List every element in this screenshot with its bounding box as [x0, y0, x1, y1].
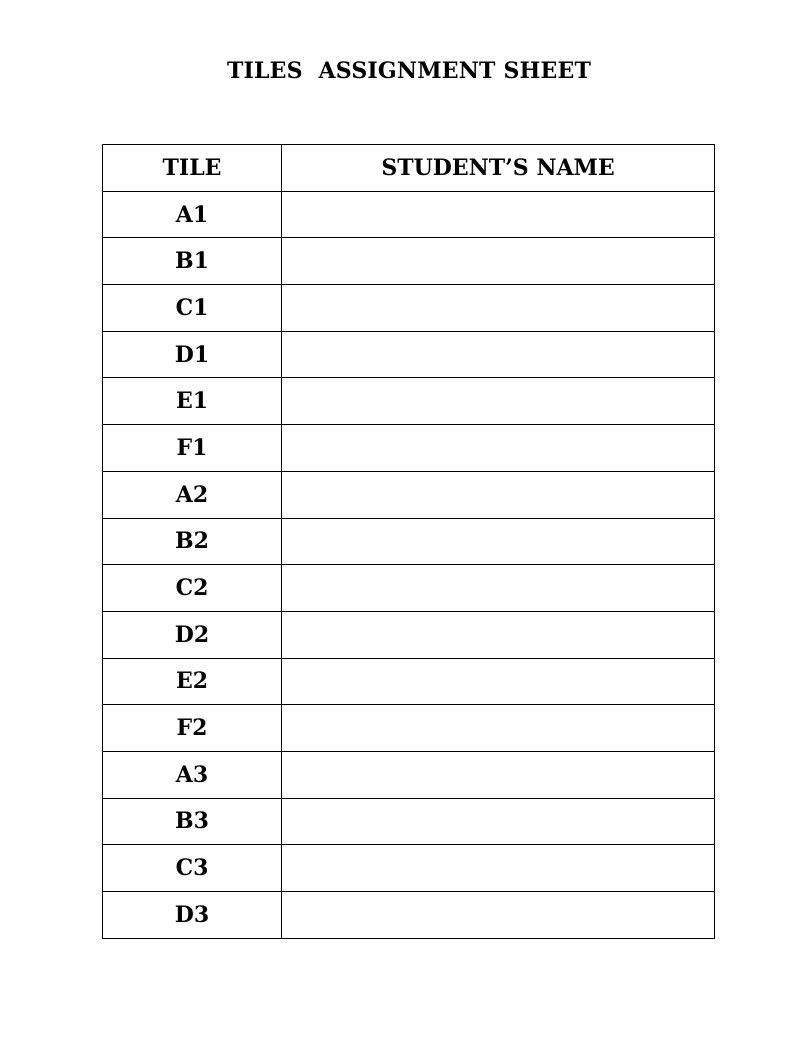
tile-cell: B2 [103, 518, 282, 565]
tile-cell: E1 [103, 378, 282, 425]
table-row [103, 611, 715, 658]
table-row [103, 658, 715, 705]
student-name-cell[interactable] [282, 285, 715, 332]
table-row [103, 331, 715, 378]
table-row [103, 191, 715, 238]
student-name-cell[interactable] [282, 378, 715, 425]
table-row [103, 518, 715, 565]
table-row [103, 798, 715, 845]
student-name-cell[interactable] [282, 798, 715, 845]
tile-cell: B3 [103, 798, 282, 845]
page-title: TILES ASSIGNMENT SHEET [226, 58, 592, 84]
student-name-cell[interactable] [282, 425, 715, 472]
student-name-cell[interactable] [282, 518, 715, 565]
tile-cell: F2 [103, 705, 282, 752]
table-header-row [103, 145, 715, 192]
student-name-cell[interactable] [282, 751, 715, 798]
tile-cell: B1 [103, 238, 282, 285]
student-name-cell[interactable] [282, 892, 715, 939]
tile-cell: A3 [103, 751, 282, 798]
table-row [103, 238, 715, 285]
table-row [103, 471, 715, 518]
student-name-cell[interactable] [282, 191, 715, 238]
column-header-student-name: STUDENT’S NAME [282, 145, 715, 192]
student-name-cell[interactable] [282, 611, 715, 658]
tile-cell: D3 [103, 892, 282, 939]
table-row [103, 565, 715, 612]
tile-cell: D1 [103, 331, 282, 378]
table-row [103, 751, 715, 798]
table-row [103, 285, 715, 332]
student-name-cell[interactable] [282, 565, 715, 612]
tile-cell: F1 [103, 425, 282, 472]
student-name-cell[interactable] [282, 705, 715, 752]
student-name-cell[interactable] [282, 238, 715, 285]
table-row [103, 425, 715, 472]
tile-cell: C1 [103, 285, 282, 332]
tile-cell: D2 [103, 611, 282, 658]
table-row [103, 705, 715, 752]
tile-cell: C2 [103, 565, 282, 612]
table-row [103, 845, 715, 892]
tile-cell: E2 [103, 658, 282, 705]
student-name-cell[interactable] [282, 845, 715, 892]
table-row [103, 378, 715, 425]
tile-cell: A2 [103, 471, 282, 518]
student-name-cell[interactable] [282, 471, 715, 518]
student-name-cell[interactable] [282, 658, 715, 705]
tile-cell: C3 [103, 845, 282, 892]
tile-cell: A1 [103, 191, 282, 238]
student-name-cell[interactable] [282, 331, 715, 378]
assignment-table [102, 144, 715, 939]
table-row [103, 892, 715, 939]
column-header-tile: TILE [103, 145, 282, 192]
